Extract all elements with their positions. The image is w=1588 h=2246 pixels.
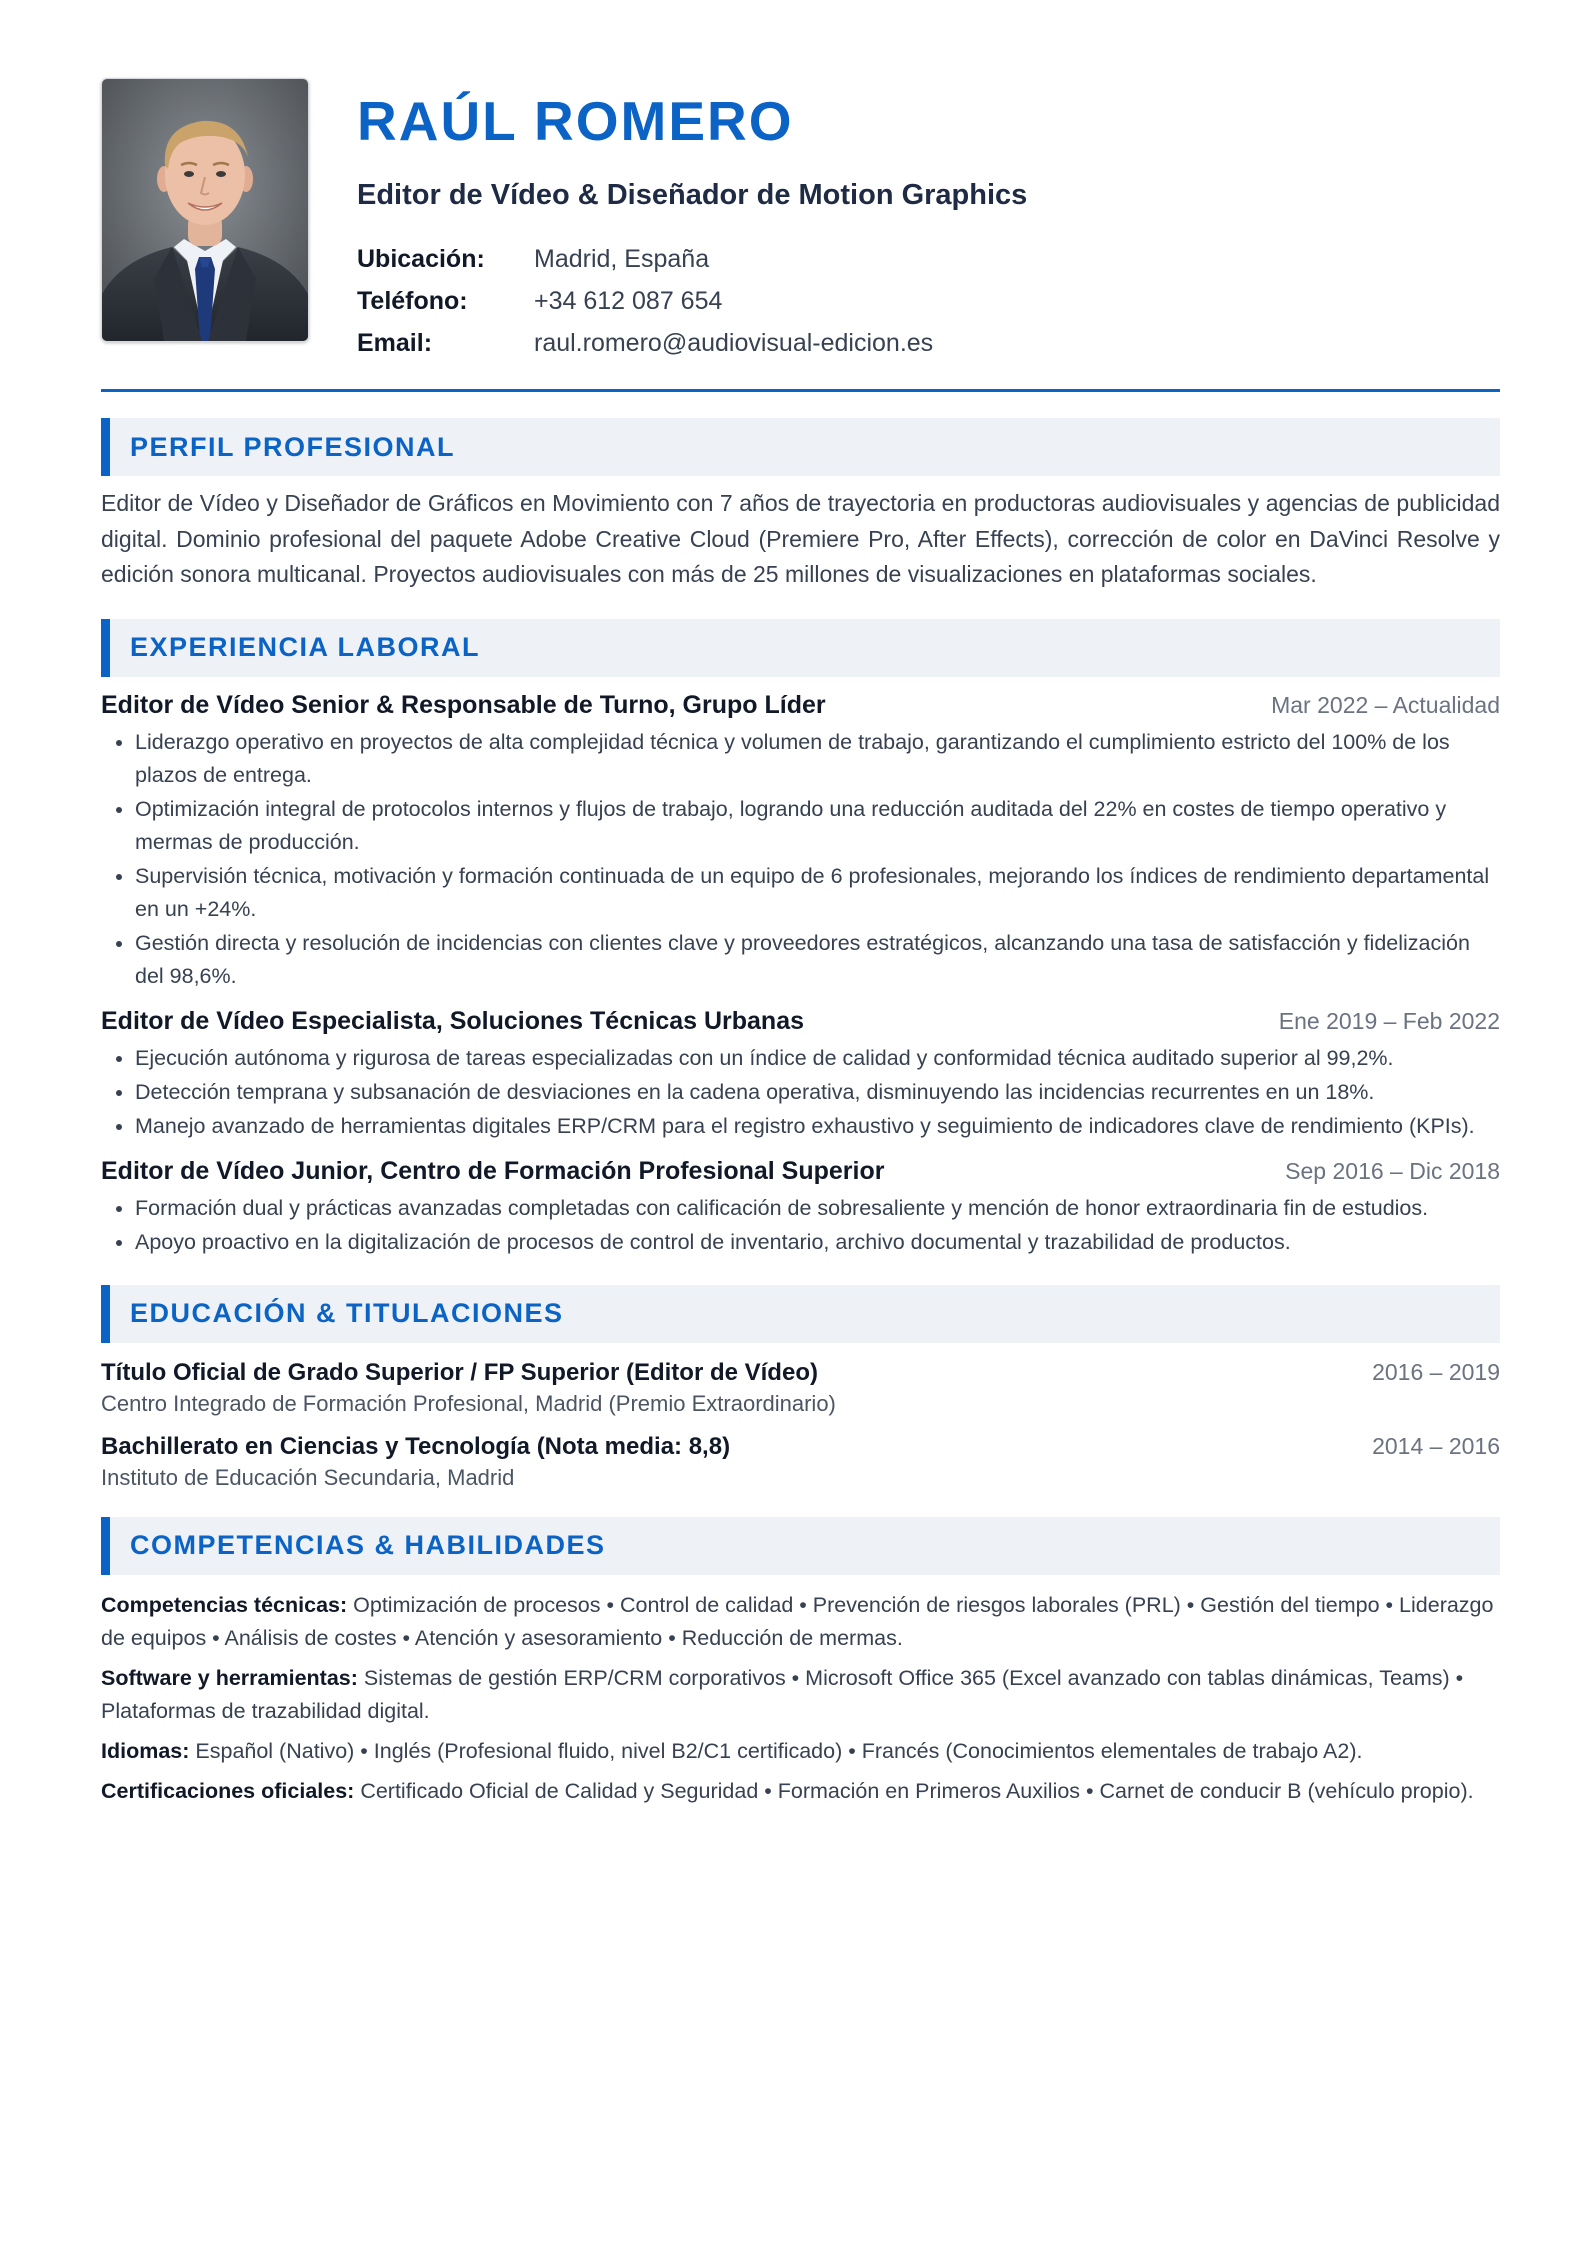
skill-text: Optimización de procesos • Control de calidad • Prevención de riesgos laborales (PRL) • Gestión del tiempo • Liderazgo de equipos • Análisis de costes • Atención y asesoramiento • Reducción de mermas. <box>101 1592 1494 1650</box>
education-header <box>101 1359 1500 1387</box>
job-header <box>101 1157 1500 1186</box>
job-entry <box>101 1157 1500 1259</box>
section-title: EDUCACIÓN & TITULACIONES <box>101 1285 1500 1343</box>
education-section <box>101 1285 1500 1491</box>
job-title: Editor de Vídeo Junior, Centro de Formación Profesional Superior <box>101 1156 885 1185</box>
skill-label: Competencias técnicas: <box>101 1592 348 1617</box>
skill-text: Español (Nativo) • Inglés (Profesional fluido, nivel B2/C1 certificado) • Francés (Conocimientos elementales de trabajo A2). <box>195 1738 1363 1763</box>
contact-value: +34 612 087 654 <box>534 287 723 315</box>
skill-label: Software y herramientas: <box>101 1665 358 1690</box>
education-institution: Centro Integrado de Formación Profesional, Madrid (Premio Extraordinario) <box>101 1390 836 1416</box>
job-bullet: • Detección temprana y subsanación de desviaciones en la cadena operativa, disminuyendo las incidencias recurrentes en un 18%. <box>135 1076 1500 1109</box>
contact-value: raul.romero@audiovisual-edicion.es <box>534 329 934 357</box>
skill-text: Certificado Oficial de Calidad y Seguridad • Formación en Primeros Auxilios • Carnet de conducir B (vehículo propio). <box>360 1778 1474 1803</box>
education-date: 2014 – 2016 <box>1372 1432 1500 1459</box>
job-title: Editor de Vídeo Especialista, Soluciones Técnicas Urbanas <box>101 1006 805 1035</box>
header-divider <box>101 389 1500 392</box>
job-bullet: • Ejecución autónoma y rigurosa de tareas especializadas con un índice de calidad y conformidad técnica auditado superior al 99,2%. <box>135 1042 1500 1075</box>
education-entry <box>101 1359 1500 1417</box>
job-bullets <box>101 1192 1500 1259</box>
education-institution: Instituto de Educación Secundaria, Madrid <box>101 1464 515 1490</box>
profile-summary: Editor de Vídeo y Diseñador de Gráficos en Movimiento con 7 años de trayectoria en productoras audiovisuales y agencias de publicidad digital. Dominio profesional del paquete Adobe Creative Cloud (Premiere Pro, After Effects), corrección de color en DaVinci Resolve y edición sonora multicanal. Proyectos audiovisuales con más de 25 millones de visualizaciones en plataformas sociales. <box>101 490 1500 587</box>
job-bullet: • Liderazgo operativo en proyectos de alta complejidad técnica y volumen de trabajo, garantizando el cumplimiento estricto del 100% de los plazos de entrega. <box>135 726 1500 792</box>
job-title: Editor de Vídeo Senior & Responsable de Turno, Grupo Líder <box>101 690 826 719</box>
education-title: Bachillerato en Ciencias y Tecnología (Nota media: 8,8) <box>101 1432 731 1460</box>
contact-location <box>357 238 1027 280</box>
skill-line <box>101 1662 1500 1728</box>
section-title: EXPERIENCIA LABORAL <box>101 619 1500 677</box>
job-bullet: • Optimización integral de protocolos internos y flujos de trabajo, logrando una reducción auditada del 22% en costes de tiempo operativo y mermas de producción. <box>135 793 1500 859</box>
contact-value: Madrid, España <box>534 245 710 273</box>
skill-line <box>101 1589 1500 1655</box>
job-entry <box>101 1007 1500 1143</box>
job-bullet: • Supervisión técnica, motivación y formación continuada de un equipo de 6 profesionales, mejorando los índices de rendimiento departamental en un +24%. <box>135 860 1500 926</box>
job-header <box>101 691 1500 720</box>
contact-label: Teléfono: <box>357 287 468 315</box>
section-title: PERFIL PROFESIONAL <box>101 418 1500 476</box>
education-header <box>101 1433 1500 1461</box>
job-bullets <box>101 1042 1500 1143</box>
job-bullet: • Apoyo proactivo en la digitalización de procesos de control de inventario, archivo documental y trazabilidad de productos. <box>135 1226 1500 1259</box>
job-bullet: • Gestión directa y resolución de incidencias con clientes clave y proveedores estratégicos, alcanzando una tasa de satisfacción y fidelización del 98,6%. <box>135 927 1500 993</box>
contact-phone <box>357 280 1027 322</box>
education-date: 2016 – 2019 <box>1372 1358 1500 1385</box>
skill-label: Certificaciones oficiales: <box>101 1778 355 1803</box>
section-title: COMPETENCIAS & HABILIDADES <box>101 1517 1500 1575</box>
resume-header <box>101 78 1500 364</box>
contact-list <box>357 238 1027 364</box>
job-date: Mar 2022 – Actualidad <box>1271 691 1500 718</box>
experience-section <box>101 619 1500 1259</box>
job-date: Sep 2016 – Dic 2018 <box>1285 1157 1500 1184</box>
education-title: Título Oficial de Grado Superior / FP Superior (Editor de Vídeo) <box>101 1358 818 1386</box>
job-header <box>101 1007 1500 1036</box>
job-date: Ene 2019 – Feb 2022 <box>1278 1007 1500 1034</box>
job-bullets <box>101 726 1500 993</box>
job-entry <box>101 691 1500 993</box>
candidate-headline: Editor de Vídeo & Diseñador de Motion Graphics <box>357 179 1028 211</box>
skills-section <box>101 1517 1500 1808</box>
skill-text: Sistemas de gestión ERP/CRM corporativos • Microsoft Office 365 (Excel avanzado con tablas dinámicas, Teams) • Plataformas de trazabilidad digital. <box>101 1665 1464 1723</box>
contact-label: Ubicación: <box>357 245 485 273</box>
candidate-name: RAÚL ROMERO <box>357 90 794 152</box>
skill-line <box>101 1775 1500 1808</box>
skills-list <box>101 1589 1500 1808</box>
contact-email <box>357 322 1027 364</box>
education-entry <box>101 1433 1500 1491</box>
job-bullet: • Manejo avanzado de herramientas digitales ERP/CRM para el registro exhaustivo y seguimiento de indicadores clave de rendimiento (KPIs). <box>135 1110 1500 1143</box>
profile-section <box>101 418 1500 593</box>
profile-photo <box>101 78 309 342</box>
skill-label: Idiomas: <box>101 1738 190 1763</box>
job-bullet: • Formación dual y prácticas avanzadas completadas con calificación de sobresaliente y mención de honor extraordinaria fin de estudios. <box>135 1192 1500 1225</box>
skill-line <box>101 1735 1500 1768</box>
contact-label: Email: <box>357 329 433 357</box>
header-info <box>357 78 1027 364</box>
